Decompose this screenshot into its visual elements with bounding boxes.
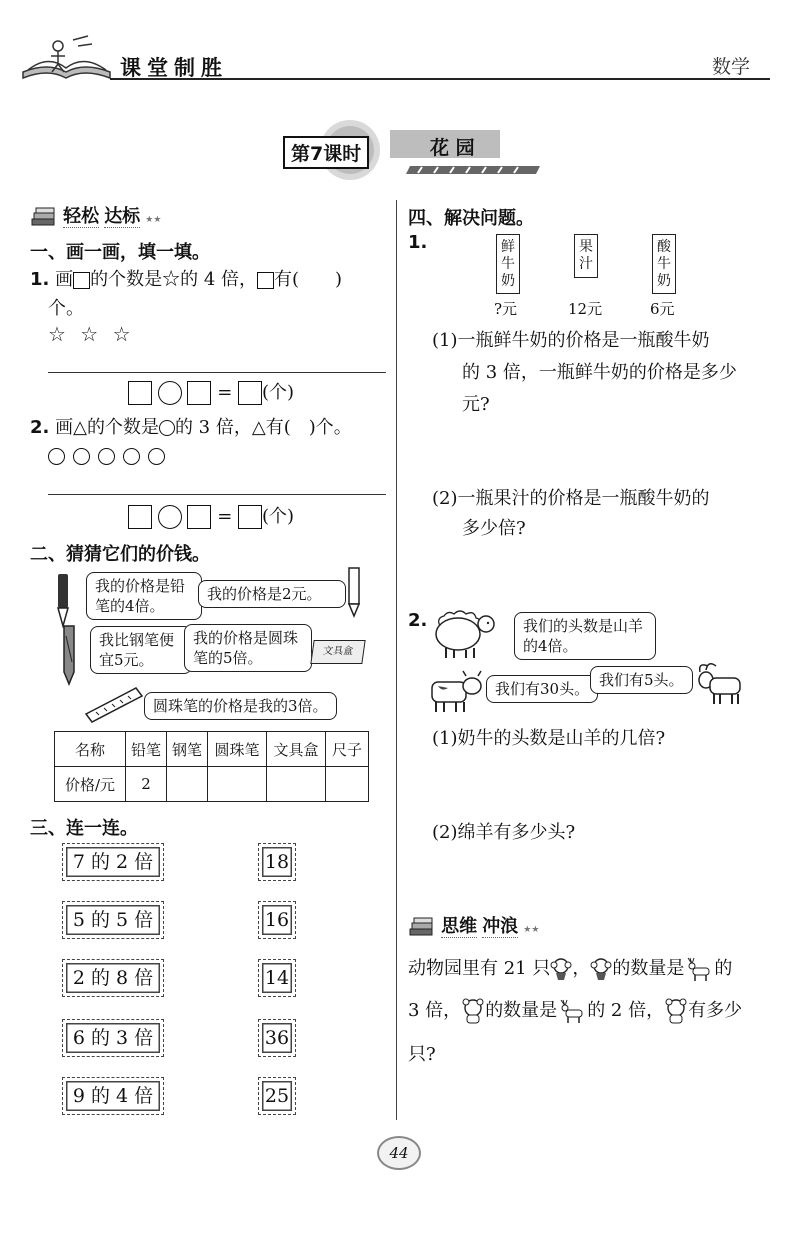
lesson-number: 第7课时 (283, 136, 369, 169)
pencil-icon (342, 566, 366, 618)
p4-q1-sub2-b: 多少倍? (462, 518, 526, 539)
match-left-item[interactable]: 6 的 3 倍 (62, 1019, 164, 1057)
header-rule (110, 78, 770, 80)
price-yogurt: 6元 (650, 300, 675, 318)
match-left-item[interactable]: 7 的 2 倍 (62, 843, 164, 881)
monkey-icon (550, 957, 572, 981)
answer-box[interactable] (238, 505, 262, 529)
match-right-item[interactable]: 18 (258, 843, 296, 881)
bubble-ballpoint-pen: 我比钢笔便宜5元。 (90, 626, 192, 674)
circle-shape (148, 448, 165, 465)
operator-circle[interactable] (158, 381, 182, 405)
p4-q1-sub1-c: 元? (462, 394, 490, 415)
table-header-cell: 钢笔 (167, 732, 208, 767)
table-cell[interactable] (326, 767, 369, 802)
subject-label: 数学 (712, 56, 751, 78)
goat-icon (696, 660, 748, 706)
thinking-line-2: 3 倍， 的数量是 的 2 倍， 有多少 (408, 996, 780, 1026)
cow-icon (426, 668, 486, 714)
deer-icon (557, 998, 587, 1024)
thinking-line-3: 只? (408, 1044, 436, 1065)
bubble-pencil: 我的价格是2元。 (198, 580, 346, 608)
section-easy-header: 轻松 达标 ★★ (30, 202, 190, 229)
match-right-item[interactable]: 16 (258, 901, 296, 939)
section-think-title-b: 冲浪 (482, 916, 519, 937)
circle-shape (159, 420, 175, 436)
bubble-goat: 我们有5头。 (590, 666, 693, 694)
q2-equation: = (个) (128, 502, 294, 529)
bear-icon (664, 998, 688, 1024)
table-cell[interactable] (267, 767, 326, 802)
part1-heading: 一、画一画，填一填。 (30, 242, 210, 263)
q1-line: 1. 画 的个数是☆的 4 倍， 有( ) (30, 269, 343, 290)
match-right-item[interactable]: 25 (258, 1077, 296, 1115)
operator-circle[interactable] (158, 505, 182, 529)
match-right-item[interactable]: 36 (258, 1019, 296, 1057)
ballpoint-pen-icon (58, 622, 80, 688)
page-number-badge (377, 1136, 421, 1170)
books-icon (30, 207, 58, 229)
q1-line-2: 个。 (48, 298, 84, 319)
bubble-cow: 我们有30头。 (486, 675, 598, 703)
q1-answer-line (48, 372, 386, 373)
page-number: 44 (389, 1144, 409, 1162)
sheep-icon (428, 604, 500, 660)
fountain-pen-icon (52, 572, 74, 628)
table-cell[interactable]: 2 (126, 767, 167, 802)
q1-equation: = (个) (128, 378, 294, 405)
bubble-fountain-pen: 我的价格是铅笔的4倍。 (86, 572, 202, 620)
circle-shape (98, 448, 115, 465)
table-row (55, 767, 369, 802)
table-row-label: 价格/元 (55, 767, 126, 802)
bear-icon (461, 998, 485, 1024)
answer-box[interactable] (187, 505, 211, 529)
p4-q1-num: 1. (408, 232, 428, 253)
p4-q1-sub1-b: 的 3 倍，一瓶鲜牛奶的价格是多少 (462, 362, 737, 383)
header (0, 0, 800, 90)
circle-shape (48, 448, 65, 465)
circle-shape (123, 448, 140, 465)
thinking-line-1: 动物园里有 21 只 ， 的数量是 的 (408, 954, 780, 984)
price-tag-fresh-milk: 鲜牛奶 (496, 234, 520, 294)
circle-shape (73, 448, 90, 465)
table-header-cell: 圆珠笔 (208, 732, 267, 767)
price-tag-juice: 果汁 (574, 234, 598, 278)
monkey-icon (590, 957, 612, 981)
square-shape (73, 272, 90, 289)
bubble-pencil-box: 我的价格是圆珠笔的5倍。 (184, 624, 312, 672)
answer-box[interactable] (187, 381, 211, 405)
price-table (54, 731, 369, 802)
table-header-cell: 尺子 (326, 732, 369, 767)
answer-box[interactable] (128, 381, 152, 405)
price-fresh-milk: ?元 (494, 300, 518, 318)
table-header-cell: 文具盒 (267, 732, 326, 767)
table-cell[interactable] (208, 767, 267, 802)
book-logo-icon (18, 32, 113, 82)
part3-heading: 三、连一连。 (30, 818, 138, 839)
section-easy-title-b: 达标 (104, 206, 141, 227)
answer-box[interactable] (238, 381, 262, 405)
table-cell[interactable] (167, 767, 208, 802)
table-header-cell: 名称 (55, 732, 126, 767)
ruler-icon (82, 684, 146, 724)
p4-q2-num: 2. (408, 610, 428, 631)
pencil-box-icon: 文具盒 (310, 640, 365, 664)
match-left-item[interactable]: 9 的 4 倍 (62, 1077, 164, 1115)
q2-line: 2. 画△的个数是 的 3 倍，△有( )个。 (30, 417, 352, 438)
part2-heading: 二、猜猜它们的价钱。 (30, 544, 210, 565)
bubble-ruler: 圆珠笔的价格是我的3倍。 (144, 692, 337, 720)
answer-box[interactable] (128, 505, 152, 529)
section-easy-title-a: 轻松 (63, 206, 100, 227)
lesson-title: 花 园 (430, 137, 475, 159)
books-icon (408, 917, 436, 939)
match-left-item[interactable]: 5 的 5 倍 (62, 901, 164, 939)
q2-answer-line (48, 494, 386, 495)
column-divider (396, 200, 397, 1120)
p4-q2-sub1: (1)奶牛的头数是山羊的几倍? (432, 728, 666, 749)
section-think-title-a: 思维 (441, 916, 478, 937)
deer-icon (684, 956, 714, 982)
table-header-row (55, 732, 369, 767)
section-think-header: 思维 冲浪 ★★ (408, 912, 578, 939)
match-left-item[interactable]: 2 的 8 倍 (62, 959, 164, 997)
table-header-cell: 铅笔 (126, 732, 167, 767)
q1-stars: ☆ ☆ ☆ (48, 322, 135, 346)
square-shape (257, 272, 274, 289)
bubble-sheep: 我们的头数是山羊的4倍。 (514, 612, 656, 660)
p4-q1-sub1-a: (1)一瓶鲜牛奶的价格是一瓶酸牛奶 (432, 330, 710, 351)
price-juice: 12元 (568, 300, 603, 318)
match-right-item[interactable]: 14 (258, 959, 296, 997)
brand-title: 课堂制胜 (120, 56, 228, 80)
p4-q1-sub2-a: (2)一瓶果汁的价格是一瓶酸牛奶的 (432, 488, 710, 509)
p4-q2-sub2: (2)绵羊有多少头? (432, 822, 576, 843)
price-tag-yogurt: 酸牛奶 (652, 234, 676, 294)
q2-circles (48, 446, 165, 465)
part4-heading: 四、解决问题。 (408, 208, 534, 229)
